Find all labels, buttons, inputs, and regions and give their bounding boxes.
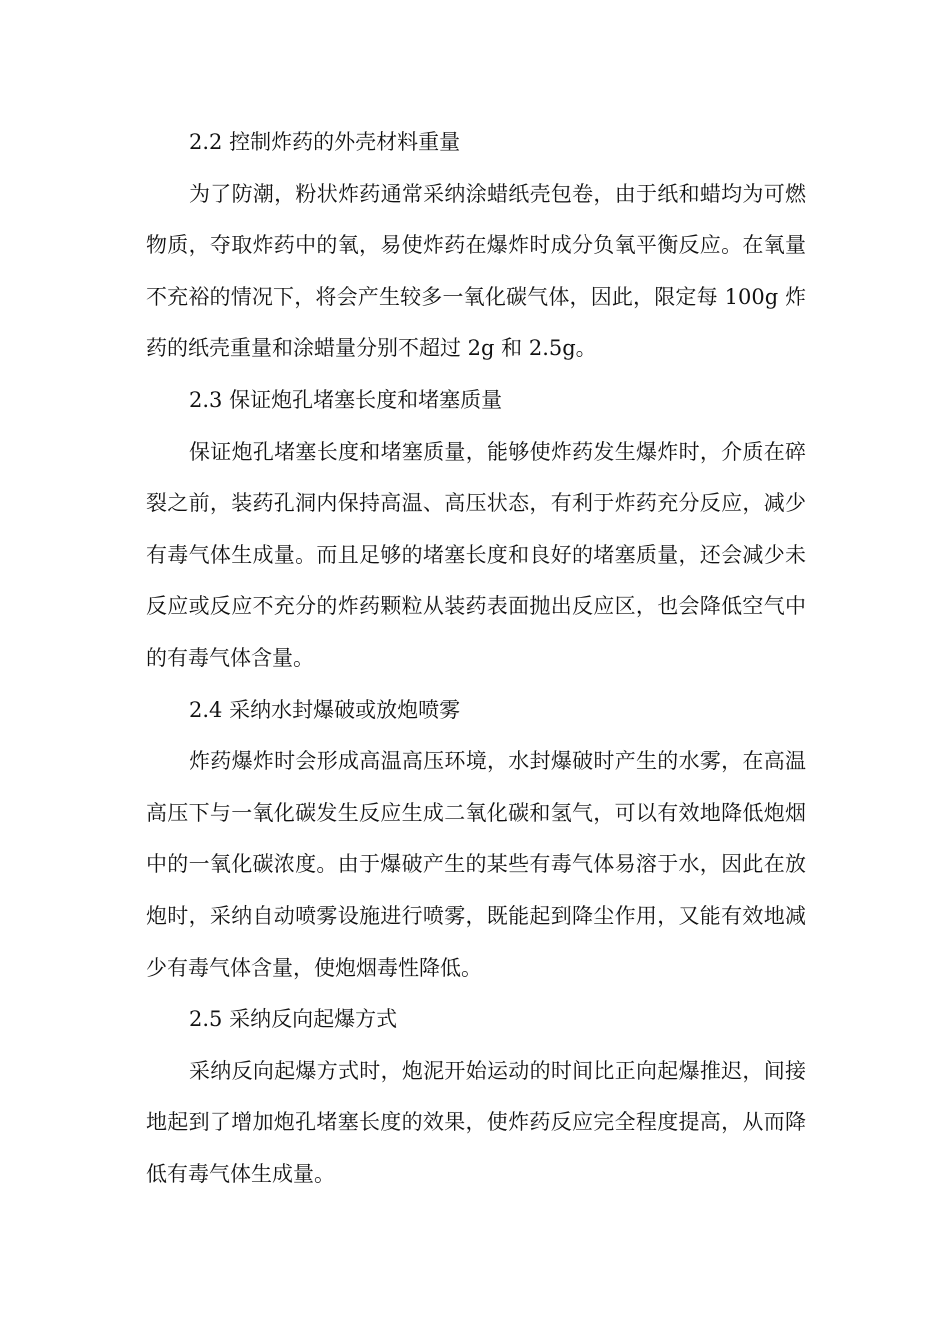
section-heading-2-3: 2.3 保证炮孔堵塞长度和堵塞质量	[189, 387, 503, 412]
section-paragraph-2-2: 为了防潮，粉状炸药通常采纳涂蜡纸壳包卷，由于纸和蜡均为可燃物质，夺取炸药中的氧，易使炸药在爆炸时成分负氧平衡反应。在氧量不充裕的情况下，将会产生较多一氧化碳气体，因此，限定每 100g 炸药的纸壳重量和涂蜡量分别不超过 2g 和 2.5g。	[146, 181, 806, 361]
section-heading-2-4: 2.4 采纳水封爆破或放炮喷雾	[189, 697, 461, 722]
section-paragraph-2-3: 保证炮孔堵塞长度和堵塞质量，能够使炸药发生爆炸时，介质在碎裂之前，装药孔洞内保持高温、高压状态，有利于炸药充分反应，减少有毒气体生成量。而且足够的堵塞长度和良好的堵塞质量，还会减少未反应或反应不充分的炸药颗粒从装药表面抛出反应区，也会降低空气中的有毒气体含量。	[146, 439, 806, 670]
section-heading-2-2: 2.2 控制炸药的外壳材料重量	[189, 130, 461, 154]
section-heading-2-5: 2.5 采纳反向起爆方式	[189, 1007, 398, 1032]
section-paragraph-2-4: 炸药爆炸时会形成高温高压环境，水封爆破时产生的水雾，在高温高压下与一氧化碳发生反应生成二氧化碳和氢气，可以有效地降低炮烟中的一氧化碳浓度。由于爆破产生的某些有毒气体易溶于水，因此在放炮时，采纳自动喷雾设施进行喷雾，既能起到降尘作用，又能有效地减少有毒气体含量，使炮烟毒性降低。	[146, 749, 806, 980]
document-body	[146, 117, 806, 1200]
section-paragraph-2-5: 采纳反向起爆方式时，炮泥开始运动的时间比正向起爆推迟，间接地起到了增加炮孔堵塞长度的效果，使炸药反应完全程度提高，从而降低有毒气体生成量。	[146, 1058, 806, 1186]
